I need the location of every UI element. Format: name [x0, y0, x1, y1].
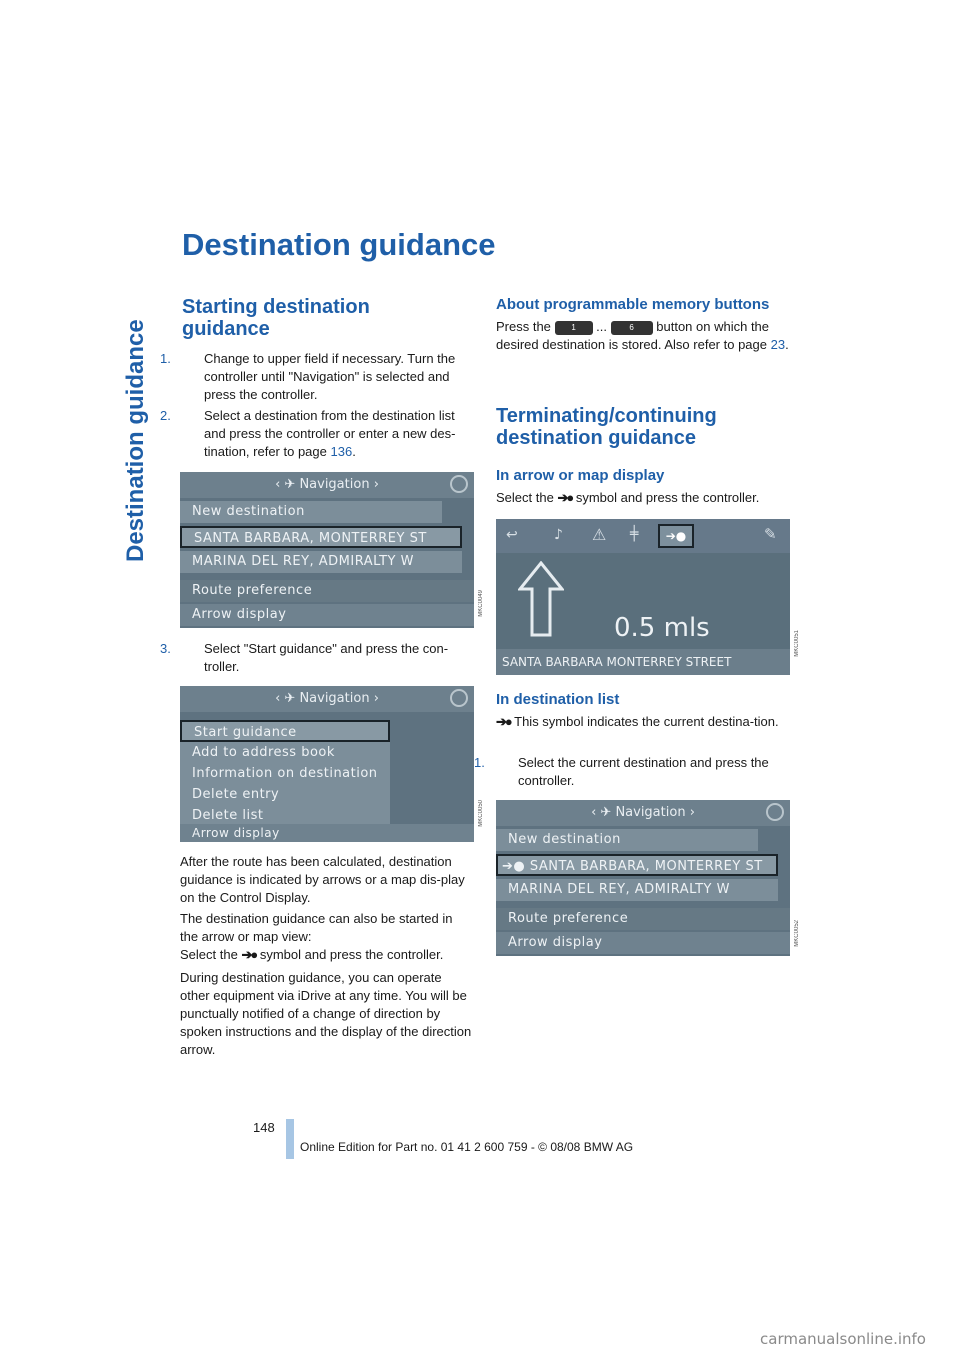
paragraph: The destination guidance can also be started in the arrow or map view: [180, 911, 453, 944]
paragraph: Select the ➔● symbol and press the controller. [180, 947, 444, 962]
step-1: 1. Select the current destination and press the controller. [474, 755, 769, 788]
menu-item[interactable]: Arrow display [180, 824, 474, 842]
step-number: 2. [160, 408, 171, 423]
memory-button-6[interactable]: 6 [611, 321, 653, 335]
menu-item[interactable]: Route preference [496, 908, 790, 930]
direction-arrow-icon [518, 561, 564, 637]
memory-button-1[interactable]: 1 [555, 321, 593, 335]
step-3: 3. Select "Start guidance" and press the con-troller. [160, 641, 449, 674]
menu-item[interactable]: Arrow display [496, 932, 790, 954]
paragraph: After the route has been calculated, destination guidance is indicated by arrows or a map dis-play on the Control Display. [180, 854, 465, 905]
menu-item[interactable]: MARINA DEL REY, ADMIRALTY W [496, 879, 778, 901]
destination-flag-icon: ➔● [502, 859, 530, 874]
menu-item[interactable]: MARINA DEL REY, ADMIRALTY W [180, 551, 462, 573]
menu-item[interactable]: Information on destination [180, 763, 390, 785]
section-heading-starting: Starting destination guidance [182, 296, 370, 340]
menu-item[interactable]: Route preference [180, 580, 474, 602]
menu-item-selected[interactable]: SANTA BARBARA, MONTERREY ST [180, 526, 462, 548]
subheading-arrow-display: In arrow or map display [496, 467, 665, 484]
paragraph: ➔● This symbol indicates the current destina-tion. [496, 714, 779, 729]
step-number: 3. [160, 641, 171, 656]
page-link-23[interactable]: 23 [770, 337, 786, 352]
step-number: 1. [474, 755, 485, 770]
screen-title: ‹ ✈ Navigation › [275, 477, 379, 492]
distance-readout: 0.5 mls [614, 613, 710, 643]
paragraph: During destination guidance, you can operate other equipment via iDrive at any time. You will be punctually notified of a change of direction by spoken instructions and the display of the direction arrow. [180, 970, 472, 1057]
sidebar-chapter-title: Destination guidance [122, 319, 149, 562]
image-code: MKC0052 [794, 920, 800, 947]
options-icon [450, 475, 468, 493]
screen-navigation-options [180, 686, 474, 842]
paragraph: Select the ➔● symbol and press the controller. [496, 490, 760, 505]
screen-navigation-destinations [180, 472, 474, 628]
footer-edition-text: Online Edition for Part no. 01 41 2 600 759 - © 08/08 BMW AG [300, 1140, 634, 1154]
volume-icon[interactable]: ♪ [554, 527, 563, 543]
step-1: 1. Change to upper field if necessary. Turn the controller until "Navigation" is selected and press the controller. [160, 351, 456, 402]
menu-item[interactable]: New destination [180, 501, 442, 523]
settings-icon[interactable]: ✎ [764, 525, 777, 543]
page-link-136[interactable]: 136 [330, 444, 353, 459]
destination-flag-icon: ➔● [241, 947, 257, 962]
menu-item[interactable]: New destination [496, 829, 758, 851]
image-code: MKC0050 [478, 800, 484, 827]
image-code: MKC0049 [478, 590, 484, 617]
page-number: 148 [253, 1120, 275, 1135]
menu-item[interactable]: Delete list [180, 805, 390, 827]
screen-navigation-current-destination [496, 800, 790, 956]
page-title: Destination guidance [182, 227, 496, 262]
image-code: MKC0051 [794, 630, 800, 657]
screen-title: ‹ ✈ Navigation › [275, 691, 379, 706]
menu-item[interactable]: Delete entry [180, 784, 390, 806]
destination-flag-icon: ➔● [496, 714, 511, 729]
paragraph: Press the 1 ... 6 button on which the desired destination is stored. Also refer to page 23. [496, 319, 789, 352]
road-icon[interactable]: ╪ [630, 526, 639, 542]
watermark: carmanualsonline.info [760, 1330, 926, 1348]
step-2: 2. Select a destination from the destination list and press the controller or enter a new des-tination, refer to page 136. [160, 408, 456, 459]
subheading-destination-list: In destination list [496, 691, 620, 708]
destination-guidance-icon[interactable]: ➔● [658, 524, 694, 548]
street-name: SANTA BARBARA MONTERREY STREET [496, 649, 790, 675]
options-icon [450, 689, 468, 707]
screen-arrow-display [496, 519, 790, 675]
subheading-memory-buttons: About programmable memory buttons [496, 296, 770, 313]
section-heading-terminating: Terminating/continuing destination guidance [496, 405, 717, 449]
menu-item-selected[interactable]: ➔● SANTA BARBARA, MONTERREY ST [496, 854, 778, 876]
menu-item[interactable]: Arrow display [180, 604, 474, 626]
menu-item[interactable]: Add to address book [180, 742, 390, 764]
screen-title: ‹ ✈ Navigation › [591, 805, 695, 820]
options-icon [766, 803, 784, 821]
back-icon[interactable]: ↩ [506, 527, 518, 543]
footer-accent-bar [286, 1119, 294, 1159]
step-number: 1. [160, 351, 171, 366]
menu-item-selected[interactable]: Start guidance [180, 720, 390, 742]
destination-flag-icon: ➔● [557, 490, 573, 505]
warning-icon[interactable]: ⚠ [592, 525, 607, 544]
